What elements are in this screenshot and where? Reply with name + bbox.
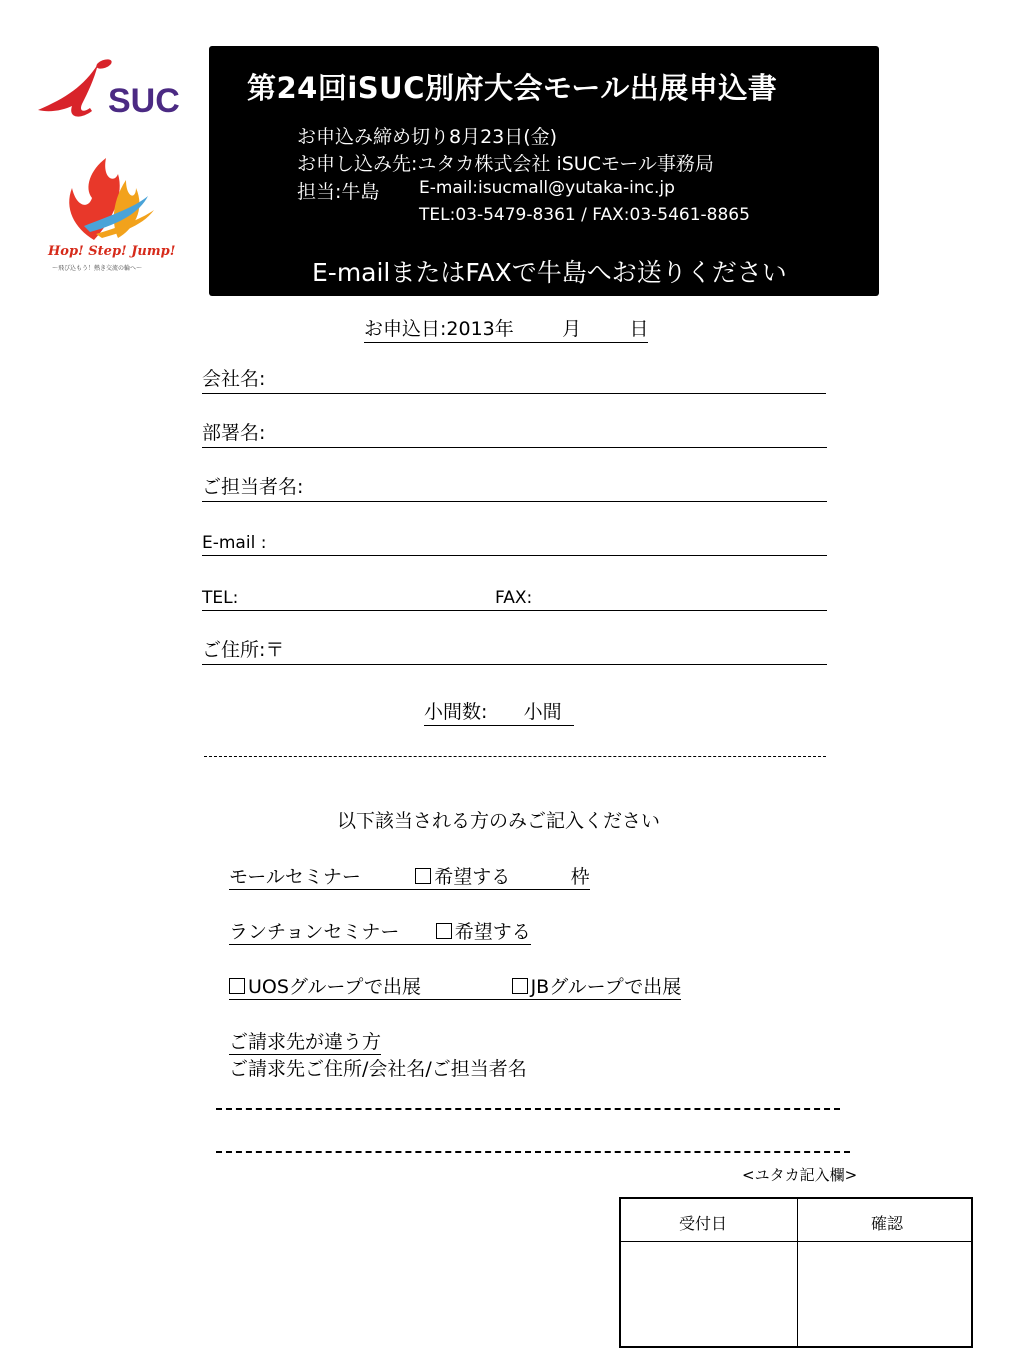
- recipient: お申し込み先:ユタカ株式会社 iSUCモール事務局: [297, 153, 714, 175]
- event-logo-text: Hop! Step! Jump!: [48, 244, 176, 259]
- optional-note: 以下該当される方のみご記入ください: [337, 810, 661, 832]
- header-box: [209, 46, 879, 296]
- contact-person: 担当:牛島: [297, 181, 380, 203]
- billing-diff-label: ご請求先が違う方: [229, 1031, 382, 1053]
- fax-label: FAX:: [495, 588, 533, 608]
- booth-unit: 小間: [523, 701, 562, 723]
- department-label: 部署名:: [202, 422, 266, 444]
- company-label: 会社名:: [202, 368, 266, 390]
- company-field[interactable]: [202, 365, 826, 394]
- tel-label: TEL:: [202, 588, 239, 608]
- address-label: ご住所:〒: [202, 639, 285, 661]
- received-date-header: 受付日: [679, 1214, 728, 1233]
- jb-group-checkbox[interactable]: [512, 978, 528, 994]
- lunch-seminar-row: [229, 917, 531, 944]
- date-month-label: 月: [562, 318, 582, 340]
- date-year-label: お申込日:2013年: [364, 318, 514, 340]
- jb-group-label: JBグループで出展: [530, 976, 682, 998]
- booth-count-label: 小間数:: [424, 701, 488, 723]
- application-date: [364, 314, 648, 343]
- office-use-table: [619, 1197, 973, 1348]
- mall-seminar-want: 希望する: [434, 866, 511, 888]
- isuc-logo-text: SUC: [108, 82, 180, 120]
- group-row: [229, 972, 681, 999]
- confirmed-header: 確認: [871, 1214, 904, 1233]
- billing-line-2[interactable]: [216, 1151, 850, 1153]
- lunch-seminar-checkbox[interactable]: [436, 923, 452, 939]
- billing-info-label: ご請求先ご住所/会社名/ご担当者名: [229, 1058, 527, 1080]
- contact-email: E-mail:isucmall@yutaka-inc.jp: [419, 178, 675, 198]
- date-day-label: 日: [629, 318, 649, 340]
- tel-fax-field[interactable]: [202, 582, 827, 611]
- billing-line-1[interactable]: [216, 1108, 840, 1110]
- person-label: ご担当者名:: [202, 476, 304, 498]
- email-field[interactable]: [202, 527, 827, 556]
- mall-seminar-checkbox[interactable]: [415, 868, 431, 884]
- office-use-label: <ユタカ記入欄>: [742, 1166, 858, 1184]
- address-field[interactable]: [202, 636, 827, 665]
- isuc-logo: [36, 58, 186, 120]
- uos-group-checkbox[interactable]: [229, 978, 245, 994]
- booth-count-field[interactable]: [424, 697, 574, 726]
- send-instruction: E-mailまたはFAXで牛島へお送りください: [312, 258, 787, 287]
- event-logo-subtext: ～飛び込もう！熱き交流の輪へ～: [52, 265, 143, 272]
- email-label: E-mail :: [202, 533, 267, 553]
- deadline: お申込み締め切り8月23日(金): [297, 126, 558, 148]
- mall-seminar-row: [229, 862, 590, 889]
- form-title: 第24回iSUC別府大会モール出展申込書: [247, 71, 778, 105]
- department-field[interactable]: [202, 419, 827, 448]
- uos-group-label: UOSグループで出展: [248, 976, 421, 998]
- mall-seminar-label: モールセミナー: [229, 866, 361, 888]
- lunch-seminar-want: 希望する: [454, 921, 531, 943]
- person-field[interactable]: [202, 473, 827, 502]
- contact-tel-fax: TEL:03-5479-8361 / FAX:03-5461-8865: [419, 205, 750, 225]
- billing-row: [229, 1027, 381, 1054]
- mall-seminar-slots: 枠: [570, 866, 590, 888]
- lunch-seminar-label: ランチョンセミナー: [229, 921, 400, 943]
- divider: [204, 756, 826, 757]
